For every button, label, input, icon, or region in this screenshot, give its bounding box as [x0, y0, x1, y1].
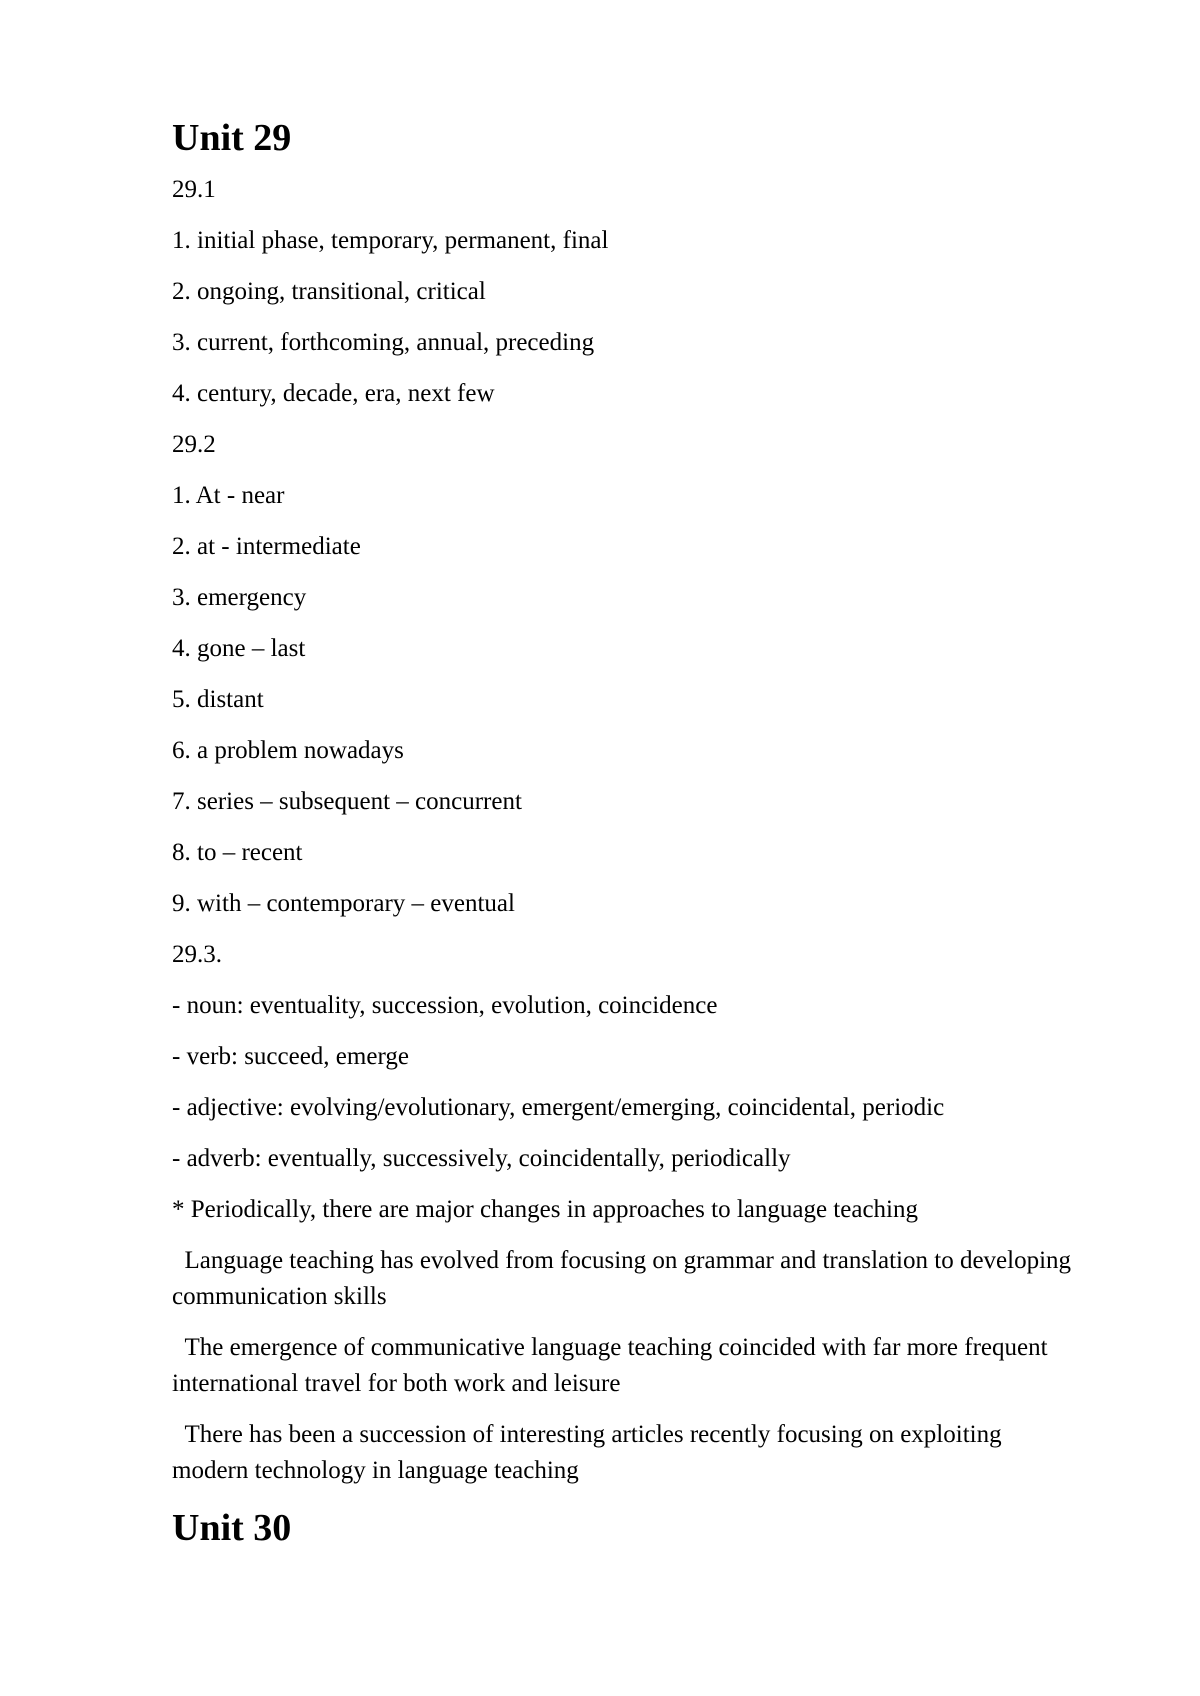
answer-line: - noun: eventuality, succession, evolution, coincidence: [172, 992, 718, 1019]
answer-line: - adjective: evolving/evolutionary, emergent/emerging, coincidental, periodic: [172, 1094, 945, 1121]
section-29-2-label: 29.2: [172, 431, 216, 458]
answer-line: 1. initial phase, temporary, permanent, final: [172, 227, 609, 254]
answer-line: 4. gone – last: [172, 635, 306, 662]
unit-29-heading: Unit 29: [172, 117, 292, 159]
answer-line: 7. series – subsequent – concurrent: [172, 788, 522, 815]
answer-paragraph: Language teaching has evolved from focusing on grammar and translation to developing communication skills: [172, 1247, 1078, 1310]
section-29-3-label: 29.3.: [172, 941, 222, 968]
answer-line: - adverb: eventually, successively, coincidentally, periodically: [172, 1145, 791, 1172]
document-content: [172, 114, 1082, 1552]
answer-line: 2. ongoing, transitional, critical: [172, 278, 486, 305]
section-29-1-label: 29.1: [172, 176, 216, 203]
unit-30-heading: Unit 30: [172, 1507, 292, 1549]
answer-line: 3. current, forthcoming, annual, preceding: [172, 329, 595, 356]
answer-paragraph: The emergence of communicative language teaching coincided with far more frequent international travel for both work and leisure: [172, 1334, 1054, 1397]
answer-line: 3. emergency: [172, 584, 307, 611]
answer-paragraph: There has been a succession of interesting articles recently focusing on exploiting modern technology in language teaching: [172, 1421, 1008, 1484]
answer-line: - verb: succeed, emerge: [172, 1043, 409, 1070]
answer-line: 1. At - near: [172, 482, 285, 509]
answer-line: 8. to – recent: [172, 839, 303, 866]
answer-line: * Periodically, there are major changes in approaches to language teaching: [172, 1196, 918, 1223]
answer-line: 2. at - intermediate: [172, 533, 361, 560]
answer-line: 6. a problem nowadays: [172, 737, 404, 764]
answer-line: 9. with – contemporary – eventual: [172, 890, 515, 917]
answer-line: 4. century, decade, era, next few: [172, 380, 495, 407]
answer-line: 5. distant: [172, 686, 264, 713]
